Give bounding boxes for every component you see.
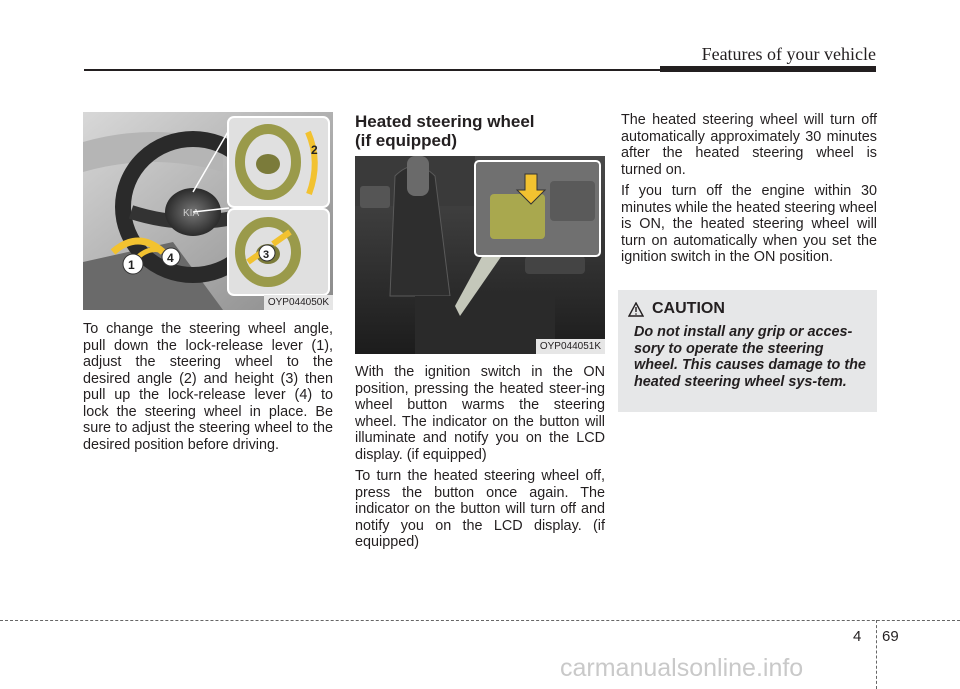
figure-code-label: OYP044050K: [264, 295, 333, 310]
watermark: carmanualsonline.info: [560, 654, 804, 682]
header-title: Features of your vehicle: [701, 44, 876, 64]
heading-line-2: (if equipped): [355, 131, 457, 150]
warning-triangle-icon: [628, 302, 644, 317]
heading-line-1: Heated steering wheel: [355, 112, 535, 131]
figure-code-label: OYP044051K: [536, 339, 605, 354]
chapter-number: 4: [853, 628, 862, 645]
caution-title: CAUTION: [652, 300, 725, 317]
paragraph: To turn the heated steering wheel off, press the button once again. The indicator on the button will turn off and notify you on the LCD display. (if equipped): [355, 468, 605, 550]
svg-text:KIA: KIA: [183, 208, 200, 219]
steering-adjust-figure: [83, 112, 333, 310]
callout-3: 3: [263, 249, 270, 261]
footer-divider: [0, 620, 960, 621]
paragraph: With the ignition switch in the ON position, pressing the heated steer-ing wheel button warms the steering wheel. The indicator on the button will illuminate and notify you on the LCD display. (if equipped): [355, 364, 605, 463]
caution-heading: [628, 300, 867, 318]
paragraph: To change the steering wheel angle, pull down the lock-release lever (1), adjust the steering wheel to the desired angle (2) and height (3) then pull up the lock-release lever (4) to lock the steering wheel in place. Be sure to adjust the steering wheel to the desired position before driving.: [83, 321, 333, 453]
callout-2: 2: [311, 143, 318, 157]
footer-page-divider: [876, 620, 877, 689]
steering-wheel-illustration: [83, 112, 333, 310]
caution-box: [618, 290, 877, 412]
callout-1: 1: [128, 258, 135, 272]
page-number: 69: [882, 628, 899, 645]
callout-4: 4: [167, 251, 174, 265]
paragraph: The heated steering wheel will turn off automatically approximately 30 minutes after the heated steering wheel is turned on.: [621, 112, 877, 178]
section-heading: [355, 112, 605, 150]
heated-button-illustration: [355, 156, 605, 354]
steering-adjust-text: [83, 321, 333, 458]
auto-off-text: [621, 112, 877, 271]
caution-text: Do not install any grip or acces-sory to operate the steering wheel. This causes damage to the heated steering wheel sys-tem.: [634, 324, 866, 390]
paragraph: If you turn off the engine within 30 minutes while the heated steering wheel is ON, the heated steering wheel will turn on automatically when you set the ignition switch in the ON position.: [621, 183, 877, 265]
heated-wheel-figure: [355, 156, 605, 354]
heated-wheel-text: [355, 364, 605, 556]
header-rule-accent: [660, 66, 876, 72]
